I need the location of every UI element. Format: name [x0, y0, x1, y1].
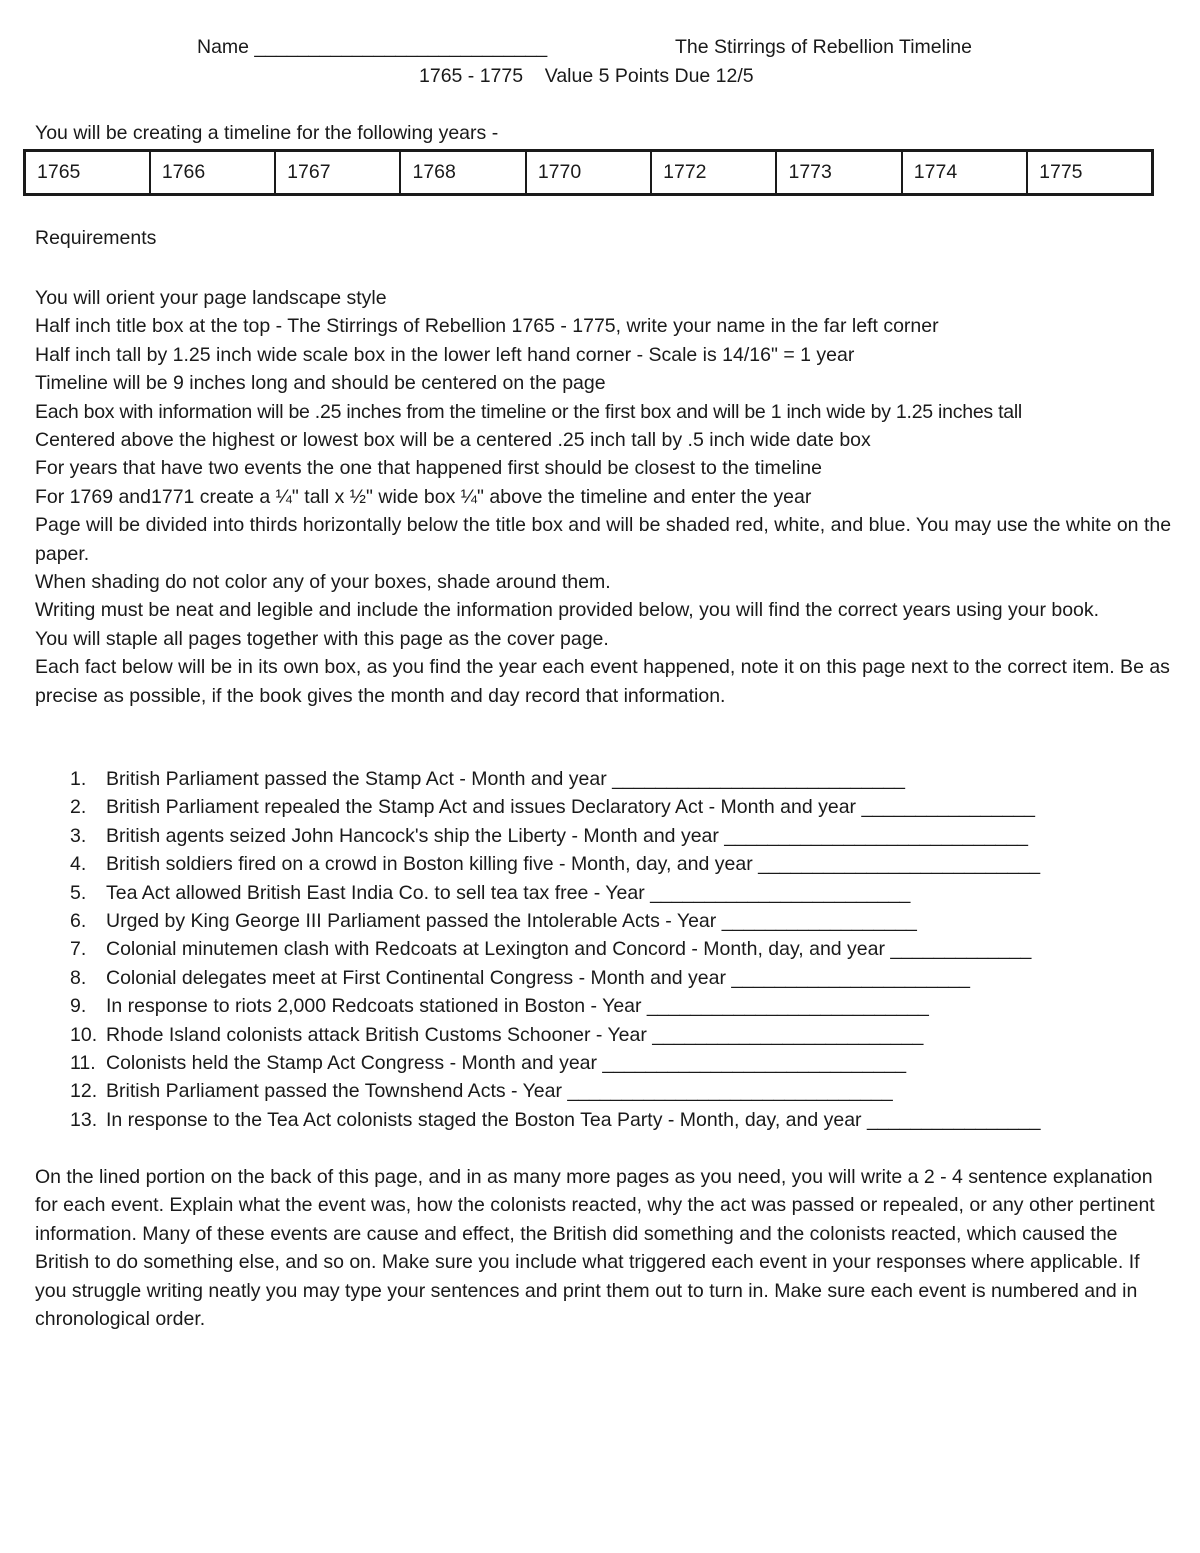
year-cell: 1768 [400, 151, 525, 195]
requirement-item: You will staple all pages together with this page as the cover page. [35, 627, 609, 650]
event-text: Colonists held the Stamp Act Congress - Month and year ____________________________ [106, 1052, 907, 1075]
requirement-item: Each fact below will be in its own box, as you find the year each event happened, note it on this page next to the correct item. Be as precise as possible, if the book gives the month and day record that information. [35, 656, 1170, 707]
year-cell: 1773 [776, 151, 901, 195]
document-title: The Stirrings of Rebellion Timeline [675, 36, 972, 58]
year-cell: 1765 [25, 151, 150, 195]
event-number: 3. [70, 824, 87, 847]
closing-paragraph: On the lined portion on the back of this page, and in as many more pages as you need, you will write a 2 - 4 sentence explanation for each event. Explain what the event was, how the colonists reacted, why the act was passed or repealed, or any other pertinent information. Many of these events are cause and effect, the British did something and the colonists reacted, which caused the British to do something else, and so on. Make sure you include what triggered each event in your responses where applicable. If you struggle writing neatly you may type your sentences and print them out to turn in. Make sure each event is numbered and in chronological order. [35, 1166, 1155, 1331]
event-text: Tea Act allowed British East India Co. to sell tea tax free - Year ________________________ [106, 881, 911, 904]
event-item[interactable] [35, 907, 1175, 935]
requirement-item: Half inch tall by 1.25 inch wide scale box in the lower left hand corner - Scale is 14/16" = 1 year [35, 343, 855, 366]
event-item[interactable] [35, 850, 1175, 878]
requirement-item: You will orient your page landscape style [35, 287, 387, 309]
year-cell: 1774 [902, 151, 1027, 195]
document-subtitle: 1765 - 1775 Value 5 Points Due 12/5 [419, 65, 754, 87]
year-cell: 1770 [526, 151, 651, 195]
event-text: British Parliament repealed the Stamp Act and issues Declaratory Act - Month and year ________________ [106, 796, 1035, 819]
event-number: 1. [70, 768, 87, 790]
event-item[interactable] [35, 935, 1175, 963]
event-item[interactable] [35, 1077, 1175, 1105]
event-number: 8. [70, 966, 87, 989]
event-text: British Parliament passed the Stamp Act - Month and year ___________________________ [106, 768, 905, 790]
header-row [197, 36, 972, 59]
requirement-item: Each box with information will be .25 inches from the timeline or the first box and will be 1 inch wide by 1.25 inches tall [35, 400, 1023, 423]
event-number: 12. [70, 1080, 98, 1103]
event-item[interactable] [35, 879, 1175, 907]
event-text: Colonial delegates meet at First Continental Congress - Month and year ______________________ [106, 966, 970, 989]
requirement-item: When shading do not color any of your boxes, shade around them. [35, 571, 611, 594]
requirement-item: Page will be divided into thirds horizontally below the title box and will be shaded red, white, and blue. You may use the white on the paper. [35, 514, 1172, 565]
years-table [23, 149, 1154, 196]
name-field[interactable]: Name ___________________________ [197, 36, 548, 58]
requirement-item: For years that have two events the one that happened first should be closest to the timeline [35, 457, 822, 480]
event-item[interactable] [35, 964, 1175, 992]
requirement-item: Writing must be neat and legible and include the information provided below, you will find the correct years using your book. [35, 599, 1100, 622]
event-item[interactable] [35, 1106, 1175, 1134]
event-item[interactable] [35, 765, 1175, 793]
event-item[interactable] [35, 1049, 1175, 1077]
event-item[interactable] [35, 822, 1175, 850]
year-cell: 1767 [275, 151, 400, 195]
event-item[interactable] [35, 793, 1175, 821]
requirement-item: Centered above the highest or lowest box will be a centered .25 inch tall by .5 inch wide date box [35, 429, 871, 452]
requirement-item: Half inch title box at the top - The Stirrings of Rebellion 1765 - 1775, write your name in the far left corner [35, 315, 939, 338]
event-number: 4. [70, 853, 87, 876]
year-cell: 1772 [651, 151, 776, 195]
event-text: Colonial minutemen clash with Redcoats at Lexington and Concord - Month, day, and year _____________ [106, 938, 1032, 961]
event-number: 10. [70, 1023, 98, 1046]
requirement-item: Timeline will be 9 inches long and should be centered on the page [35, 372, 606, 395]
event-item[interactable] [35, 1021, 1175, 1049]
event-number: 13. [70, 1108, 98, 1131]
event-number: 7. [70, 938, 87, 961]
intro-text: You will be creating a timeline for the following years - [35, 122, 499, 144]
events-list [35, 765, 1175, 1134]
requirements-heading: Requirements [35, 227, 157, 249]
event-text: British soldiers fired on a crowd in Boston killing five - Month, day, and year __________________________ [106, 853, 1041, 876]
year-cell: 1766 [150, 151, 275, 195]
event-number: 2. [70, 796, 87, 819]
event-text: British agents seized John Hancock's ship the Liberty - Month and year ____________________________ [106, 824, 1028, 847]
requirement-item: For 1769 and1771 create a ¼" tall x ½" wide box ¼" above the timeline and enter the year [35, 485, 812, 508]
event-number: 5. [70, 881, 87, 904]
event-number: 11. [70, 1052, 96, 1075]
event-text: In response to the Tea Act colonists staged the Boston Tea Party - Month, day, and year ________________ [106, 1108, 1041, 1131]
years-row [25, 151, 1153, 195]
year-cell: 1775 [1027, 151, 1152, 195]
event-text: Urged by King George III Parliament passed the Intolerable Acts - Year __________________ [106, 910, 917, 933]
event-text: British Parliament passed the Townshend Acts - Year ______________________________ [106, 1080, 893, 1103]
event-number: 9. [70, 995, 87, 1018]
event-text: In response to riots 2,000 Redcoats stationed in Boston - Year __________________________ [106, 995, 929, 1018]
event-item[interactable] [35, 992, 1175, 1020]
event-number: 6. [70, 910, 87, 933]
requirements-list [35, 284, 1175, 710]
event-text: Rhode Island colonists attack British Customs Schooner - Year _________________________ [106, 1023, 924, 1046]
